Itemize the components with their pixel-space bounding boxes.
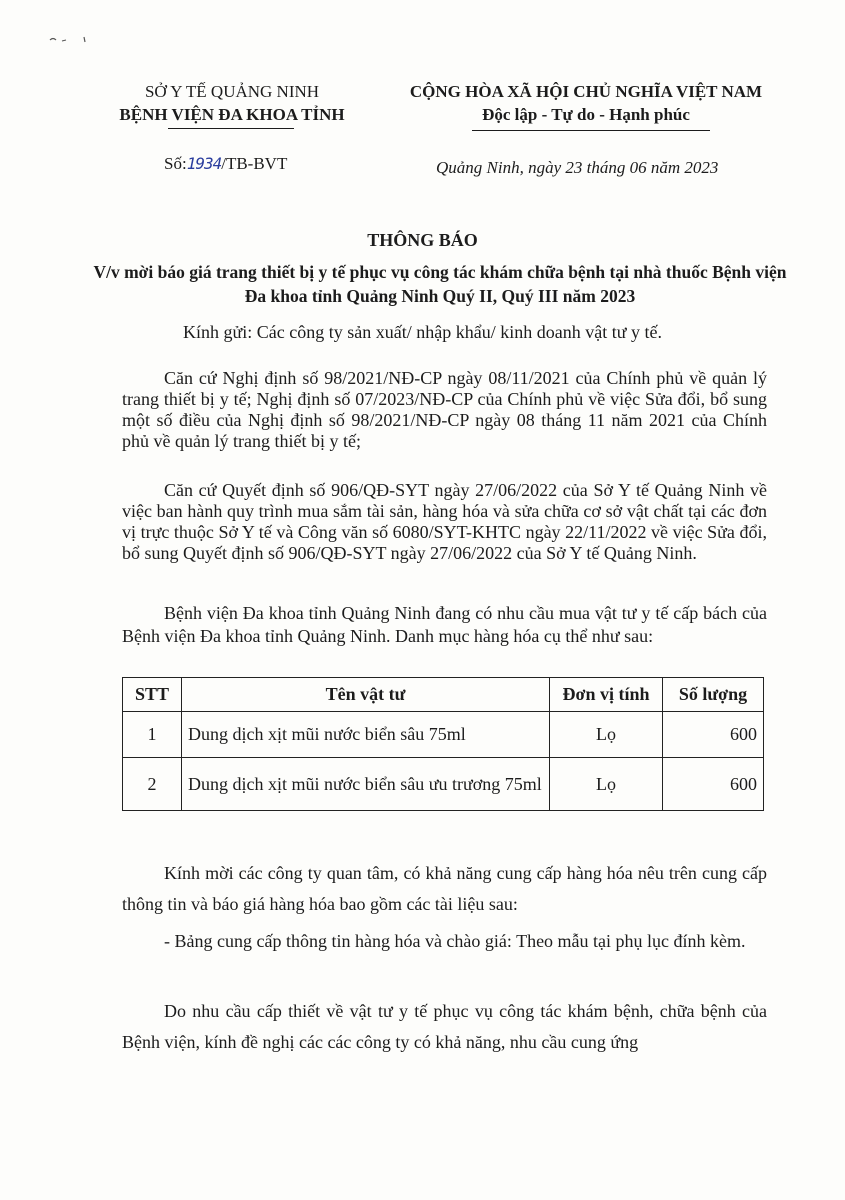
paragraph-attachment: - Bảng cung cấp thông tin hàng hóa và chào giá: Theo mẫu tại phụ lục đính kèm. [164,931,746,951]
paragraph-invitation: Kính mời các công ty quan tâm, có khả năng cung cấp hàng hóa nêu trên cung cấp thông tin và báo giá hàng hóa bao gồm các tài liệu sau: [122,863,767,914]
header-left [92,80,372,126]
paragraph-legal-basis-1: Căn cứ Nghị định số 98/2021/NĐ-CP ngày 08/11/2021 của Chính phủ về quản lý trang thiết bị y tế; Nghị định số 07/2023/NĐ-CP của Chính phủ về việc Sửa đổi, bổ sung một số điều của Nghị định số 98/2021/NĐ-CP ngày 08 tháng 11 năm 2021 của Chính phủ về quản lý trang thiết bị y tế; [122,368,767,451]
cell-unit: Lọ [550,758,663,811]
national-motto: Độc lập - Tự do - Hạnh phúc [482,105,690,124]
department-name: SỞ Y TẾ QUẢNG NINH [144,82,320,101]
paragraph-urgency: Do nhu cầu cấp thiết về vật tư y tế phục vụ công tác khám bệnh, chữa bệnh của Bệnh viện, kính đề nghị các các công ty có khả năng, nhu cầu cung ứng [122,1001,767,1052]
organization-name: BỆNH VIỆN ĐA KHOA TỈNH [119,105,345,124]
header-item-name: Tên vật tư [182,678,550,712]
cell-item-name: Dung dịch xịt mũi nước biển sâu ưu trương 75ml [182,758,550,811]
doc-number-suffix: /TB-BVT [221,154,288,173]
cell-unit: Lọ [550,712,663,758]
table-row [123,712,764,758]
header-stt: STT [123,678,182,712]
doc-number-prefix: Số: [164,154,187,173]
country-name: CỘNG HÒA XÃ HỘI CHỦ NGHĨA VIỆT NAM [409,82,763,101]
table-header-row [123,678,764,712]
header-left-underline [168,128,294,129]
cell-quantity: 600 [663,712,764,758]
scan-mark-icon [48,34,96,44]
document-title: THÔNG BÁO [367,230,478,250]
goods-table [122,677,764,811]
cell-stt: 2 [123,758,182,811]
cell-item-name: Dung dịch xịt mũi nước biển sâu 75ml [182,712,550,758]
cell-quantity: 600 [663,758,764,811]
header-unit: Đơn vị tính [550,678,663,712]
paragraph-legal-basis-2: Căn cứ Quyết định số 906/QĐ-SYT ngày 27/06/2022 của Sở Y tế Quảng Ninh về việc ban hành quy trình mua sắm tài sản, hàng hóa và sửa chữa cơ sở vật chất tại các đơn vị trực thuộc Sở Y tế và Công văn số 6080/SYT-KHTC ngày 22/11/2022 về việc Sửa đổi, bổ sung Quyết định số 906/QĐ-SYT ngày 27/06/2022 của Sở Y tế Quảng Ninh. [122,480,767,563]
header-quantity: Số lượng [663,678,764,712]
doc-number-handwritten: 1934 [186,154,222,173]
cell-stt: 1 [123,712,182,758]
place-date: Quảng Ninh, ngày 23 tháng 06 năm 2023 [436,158,719,177]
document-subject: V/v mời báo giá trang thiết bị y tế phục vụ công tác khám chữa bệnh tại nhà thuốc Bệnh viện Đa khoa tỉnh Quảng Ninh Quý II, Quý III năm 2023 [93,262,787,306]
header-right [386,80,786,126]
header-right-underline [472,130,710,131]
recipient-line: Kính gửi: Các công ty sản xuất/ nhập khẩu/ kinh doanh vật tư y tế. [183,322,662,342]
table-row [123,758,764,811]
document-number [164,154,287,174]
paragraph-request: Bệnh viện Đa khoa tỉnh Quảng Ninh đang có nhu cầu mua vật tư y tế cấp bách của Bệnh viện Đa khoa tỉnh Quảng Ninh. Danh mục hàng hóa cụ thể như sau: [122,603,767,646]
